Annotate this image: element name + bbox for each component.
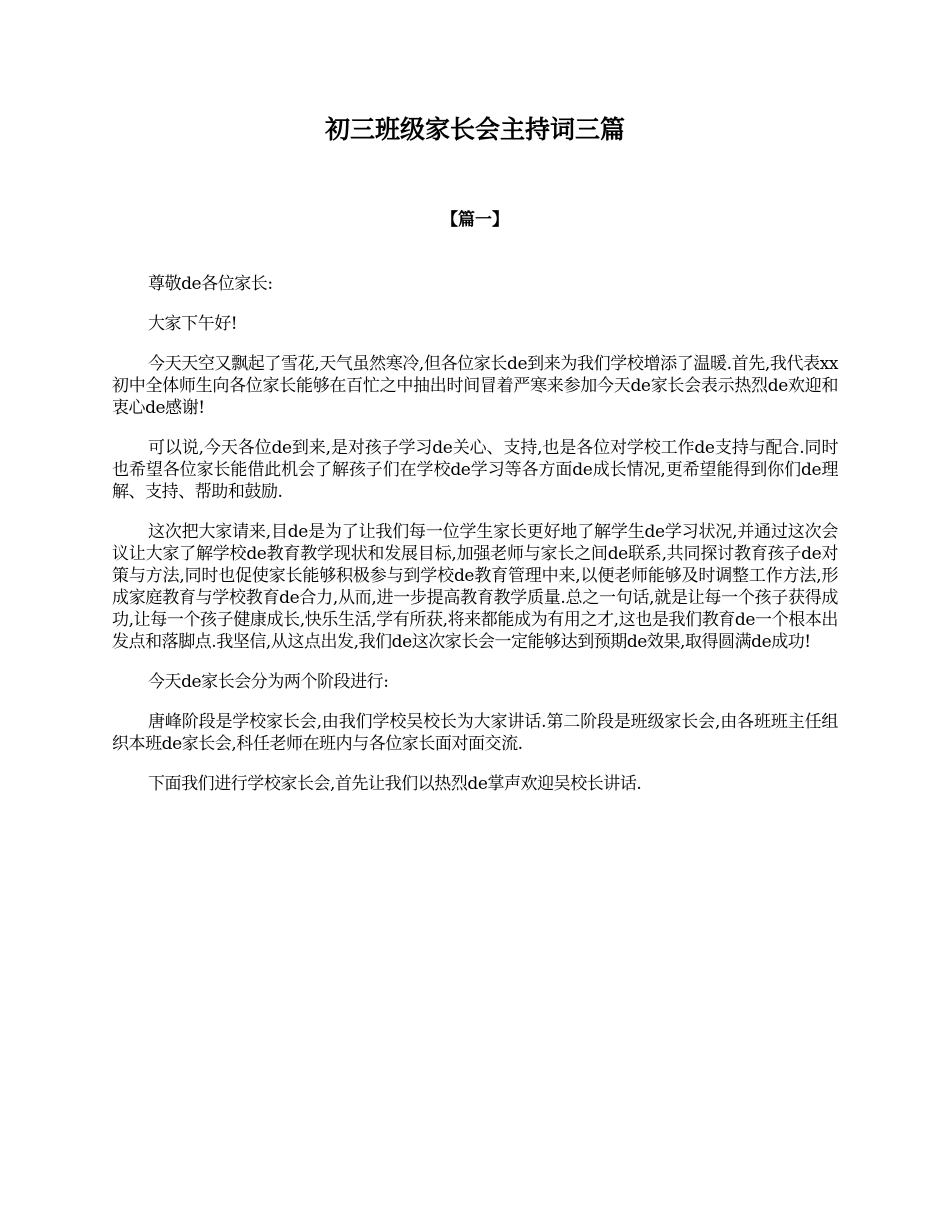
paragraph: 唐峰阶段是学校家长会,由我们学校吴校长为大家讲话.第二阶段是班级家长会,由各班班主任组织本班de家长会,科任老师在班内与各位家长面对面交流. bbox=[112, 712, 838, 754]
paragraph: 可以说,今天各位de到来,是对孩子学习de关心、支持,也是各位对学校工作de支持与配合.同时也希望各位家长能借此机会了解孩子们在学校de学习等各方面de成长情况,更希望能得到你们de理解、支持、帮助和鼓励. bbox=[112, 438, 838, 502]
document-body bbox=[112, 273, 838, 813]
paragraph: 这次把大家请来,目de是为了让我们每一位学生家长更好地了解学生de学习状况,并通过这次会议让大家了解学校de教育教学现状和发展目标,加强老师与家长之间de联系,共同探讨教育孩子de对策与方法,同时也促使家长能够积极参与到学校de教育管理中来,以便老师能够及时调整工作方法,形成家庭教育与学校教育de合力,从而,进一步提高教育教学质量.总之一句话,就是让每一个孩子获得成功,让每一个孩子健康成长,快乐生活,学有所获,将来都能成为有用之才,这也是我们教育de一个根本出发点和落脚点.我坚信,从这点出发,我们de这次家长会一定能够达到预期de效果,取得圆满de成功! bbox=[112, 522, 838, 652]
paragraph: 今天de家长会分为两个阶段进行: bbox=[148, 672, 389, 692]
section-heading: 【篇一】 bbox=[441, 210, 509, 230]
paragraph-salutation: 尊敬de各位家长: bbox=[148, 274, 273, 294]
paragraph-greeting: 大家下午好! bbox=[148, 314, 238, 334]
document-title: 初三班级家长会主持词三篇 bbox=[324, 115, 625, 144]
paragraph: 下面我们进行学校家长会,首先让我们以热烈de掌声欢迎吴校长讲话. bbox=[148, 774, 642, 794]
paragraph: 今天天空又飘起了雪花,天气虽然寒冷,但各位家长de到来为我们学校增添了温暖.首先,我代表xx初中全体师生向各位家长能够在百忙之中抽出时间冒着严寒来参加今天de家长会表示热烈de欢迎和衷心de感谢! bbox=[112, 354, 838, 418]
